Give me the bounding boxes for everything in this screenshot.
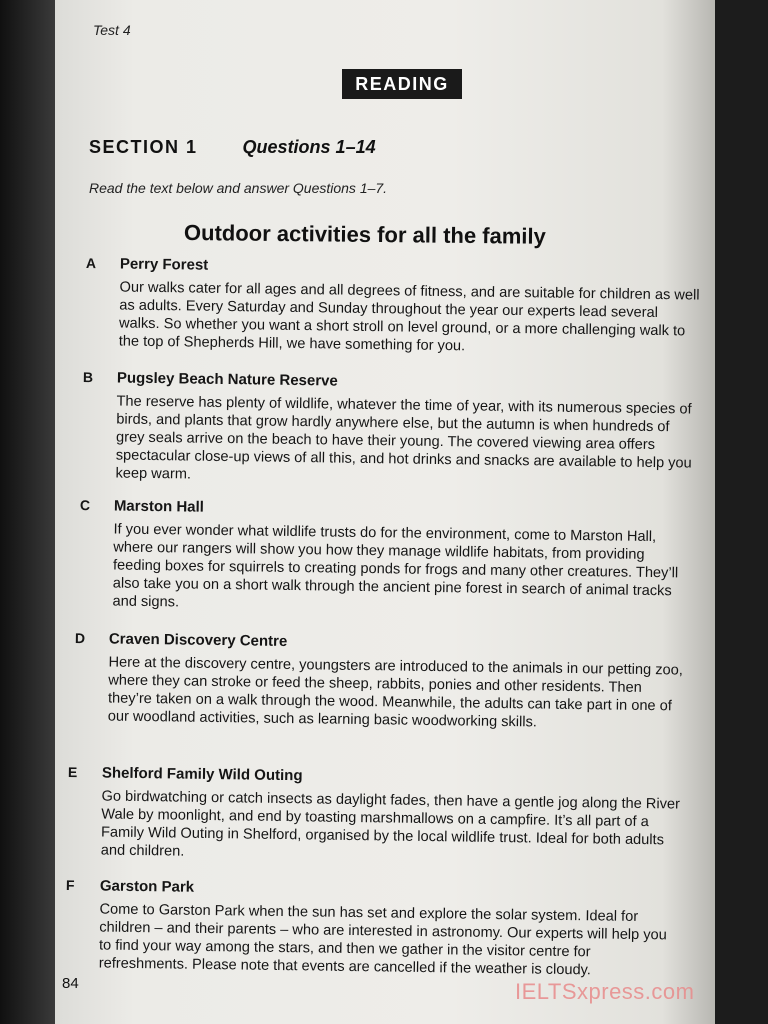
questions-range: Questions 1–14 — [242, 137, 376, 157]
section-label: SECTION 1 — [89, 137, 198, 157]
entry-letter: F — [65, 877, 75, 894]
entry-name: Shelford Family Wild Outing — [101, 764, 303, 785]
entry-letter: D — [74, 630, 86, 647]
watermark: IELTSxpress.com — [515, 979, 695, 1004]
entry-body: Come to Garston Park when the sun has set and explore the solar system. Ideal for children – and their parents – who are interested in astronomy. Our experts will help you to find your way among the stars, and then we gather in the visitor centre for refreshments. Please note that events are cancelled if the weather is cloudy. — [98, 901, 667, 979]
entry-letter: E — [67, 764, 78, 781]
entry-body: Go birdwatching or catch insects as daylight fades, then have a gentle jog along the River Wale by moonlight, and end by toasting marshmallows on a campfire. It’s all part of a Family Wild Outing in Shelford, organised by the local wildlife trust. Ideal for both adults and children. — [100, 788, 681, 860]
entry-name: Craven Discovery Centre — [108, 630, 288, 650]
test-label: Test 4 — [93, 22, 131, 38]
entry-name: Garston Park — [99, 877, 195, 896]
book-spine-shadow — [0, 0, 55, 1024]
section-heading — [89, 137, 376, 158]
entry-letter: B — [82, 369, 94, 386]
entry-body: Our walks cater for all ages and all degrees of fitness, and are suitable for children as well as adults. Every Saturday and Sunday throughout the year our experts lead several walks. So whether you want a short stroll on level ground, or a more challenging walk to the top of Shepherds Hill, we have something for you. — [118, 279, 700, 355]
entry-letter: C — [79, 497, 91, 514]
entry-name: Marston Hall — [113, 497, 205, 516]
reading-badge: READING — [342, 69, 462, 99]
entry-body: Here at the discovery centre, youngsters are introduced to the animals in our petting zoo, where they can stroke or feed the sheep, rabbits, ponies and other residents. Then they’re taken on a walk through the wood. Meanwhile, the adults can take part in one of our woodland activities, such as learning basic woodworking skills. — [107, 654, 683, 731]
instruction-text: Read the text below and answer Questions 1–7. — [89, 180, 388, 196]
entry-body: If you ever wonder what wildlife trusts do for the environment, come to Marston Hall, where our rangers will show you how they manage wildlife habitats, from providing feeding boxes for squirrels to creating ponds for frogs and many other creatures. They’ll also take you on a short walk through the ancient pine forest in search of animal tracks and signs. — [112, 521, 679, 611]
entry-name: Perry Forest — [119, 255, 209, 274]
entry-letter: A — [85, 255, 97, 272]
entry-body: The reserve has plenty of wildlife, whatever the time of year, with its numerous species of birds, and plants that grow hardly anywhere else, but the autumn is when hundreds of grey seals arrive on the beach to have their young. The covered viewing area offers spectacular close-up views of all this, and hot drinks and snacks are available to help you keep warm. — [115, 393, 692, 483]
page-number: 84 — [62, 975, 79, 992]
entry-name: Pugsley Beach Nature Reserve — [116, 369, 338, 390]
article-title: Outdoor activities for all the family — [183, 220, 546, 249]
